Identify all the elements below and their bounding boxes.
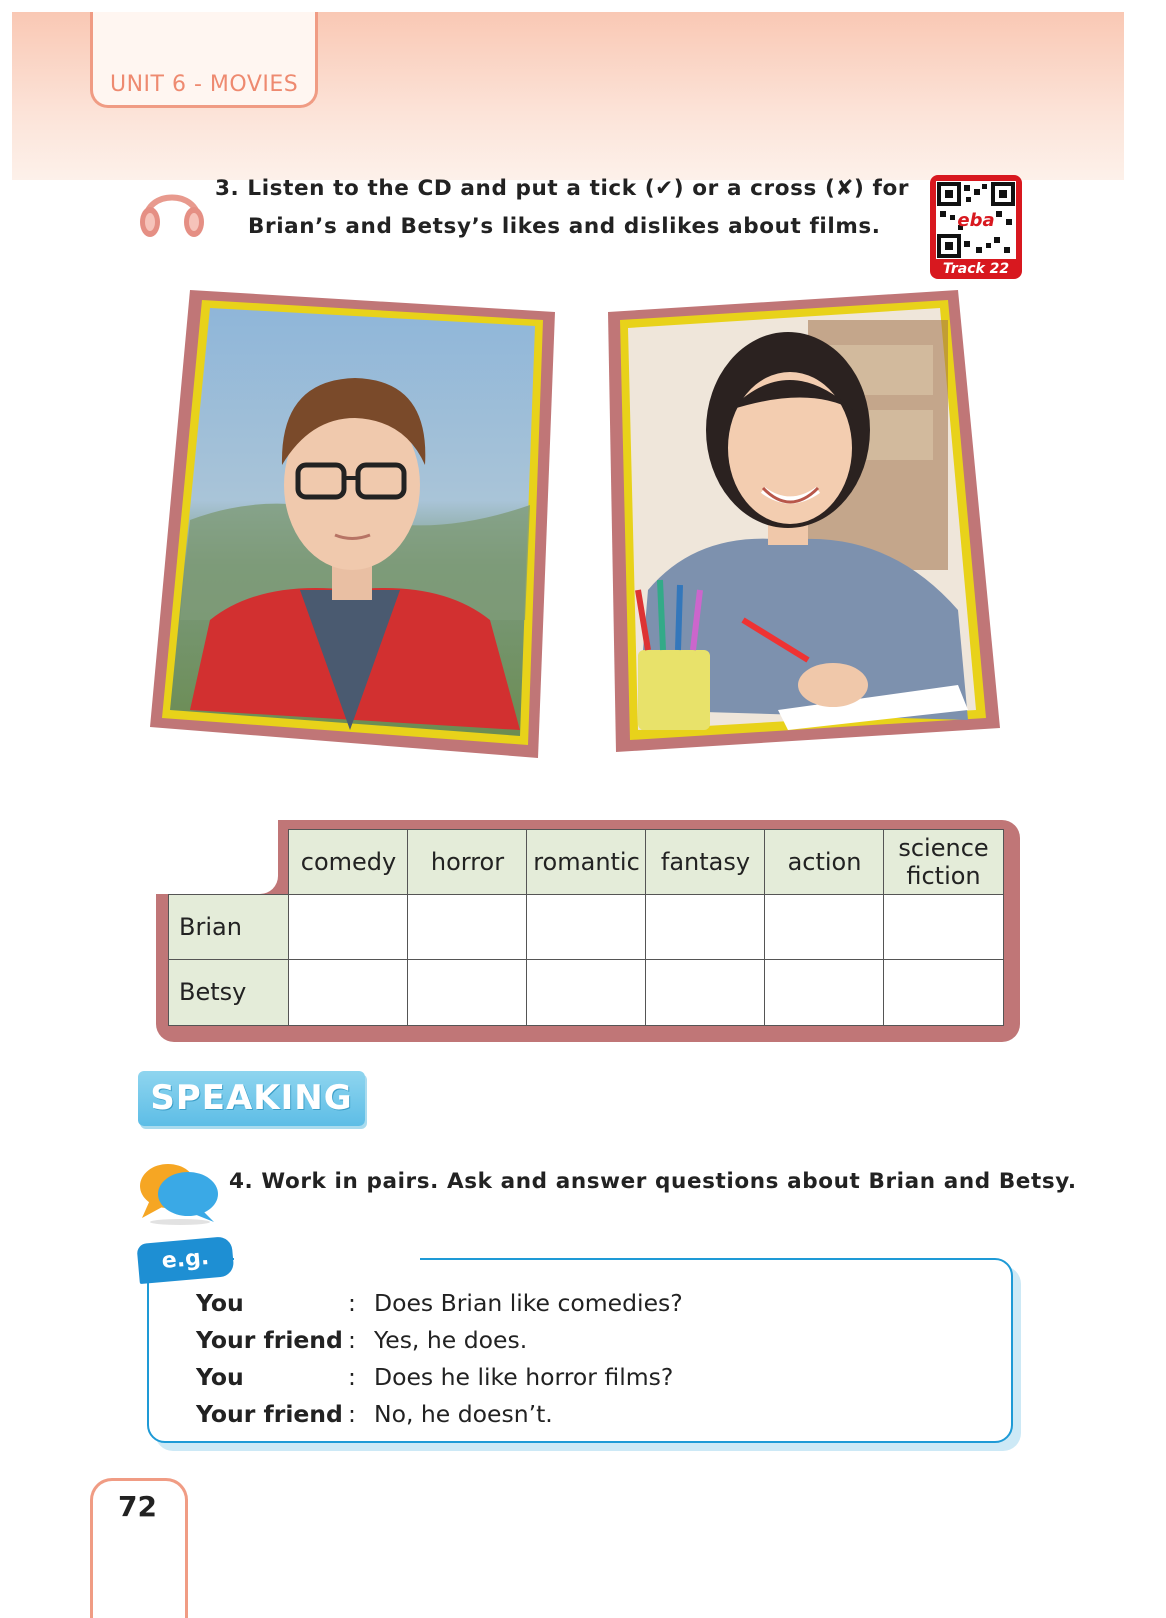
table-header-romantic: romantic xyxy=(526,829,647,896)
speech-bubbles-icon xyxy=(138,1160,222,1230)
table-frame-notch xyxy=(156,820,278,894)
eg-label: e.g. xyxy=(160,1244,211,1275)
answer-cell-betsy-fantasy[interactable] xyxy=(645,959,766,1026)
answer-cell-brian-horror[interactable] xyxy=(407,894,528,961)
answer-cell-brian-comedy[interactable] xyxy=(288,894,409,961)
exercise3-instruction-line1: 3. Listen to the CD and put a tick (✔) or a cross (✘) for xyxy=(215,176,910,201)
answer-cell-betsy-science-fiction[interactable] xyxy=(883,959,1004,1026)
photo-brian xyxy=(150,290,570,774)
exercise3-instruction-line2: Brian’s and Betsy’s likes and dislikes about films. xyxy=(248,214,881,239)
qr-code-track[interactable] xyxy=(930,175,1022,279)
table-header-fantasy: fantasy xyxy=(645,829,766,896)
dialogue-line: Yes, he does. xyxy=(374,1326,528,1354)
dialogue-colon: : xyxy=(348,1326,356,1354)
dialogue-speaker: Your friend xyxy=(196,1400,343,1428)
svg-text:eba: eba xyxy=(957,210,995,231)
dialogue-speaker: You xyxy=(196,1363,244,1391)
answer-cell-betsy-action[interactable] xyxy=(764,959,885,1026)
dialogue-speaker: You xyxy=(196,1289,244,1317)
table-header-science-fiction: science fiction xyxy=(883,829,1004,896)
table-header-comedy: comedy xyxy=(288,829,409,896)
answer-cell-brian-science-fiction[interactable] xyxy=(883,894,1004,961)
track-label: Track 22 xyxy=(942,261,1010,277)
dialogue-line: Does he like horror films? xyxy=(374,1363,674,1391)
table-header-action: action xyxy=(764,829,885,896)
dialogue-colon: : xyxy=(348,1363,356,1391)
table-header-horror: horror xyxy=(407,829,528,896)
answer-cell-brian-fantasy[interactable] xyxy=(645,894,766,961)
page-number: 72 xyxy=(118,1490,157,1523)
eg-tag xyxy=(136,1236,234,1284)
answer-cell-brian-action[interactable] xyxy=(764,894,885,961)
answer-cell-betsy-comedy[interactable] xyxy=(288,959,409,1026)
speaking-title: SPEAKING xyxy=(150,1078,353,1118)
answer-cell-brian-romantic[interactable] xyxy=(526,894,647,961)
example-box-gap xyxy=(234,1250,420,1264)
answer-cell-betsy-horror[interactable] xyxy=(407,959,528,1026)
dialogue-colon: : xyxy=(348,1289,356,1317)
answer-cell-betsy-romantic[interactable] xyxy=(526,959,647,1026)
speaking-banner xyxy=(138,1071,365,1126)
dialogue-colon: : xyxy=(348,1400,356,1428)
photo-betsy xyxy=(608,290,1004,764)
qr-code-icon xyxy=(936,181,1016,259)
dialogue-line: Does Brian like comedies? xyxy=(374,1289,683,1317)
dialogue-line: No, he doesn’t. xyxy=(374,1400,553,1428)
exercise4-instruction: 4. Work in pairs. Ask and answer questions about Brian and Betsy. xyxy=(229,1169,1077,1194)
dialogue-speaker: Your friend xyxy=(196,1326,343,1354)
table-row-label-brian: Brian xyxy=(168,894,290,961)
unit-title: UNIT 6 - MOVIES xyxy=(110,72,299,97)
table-row-label-betsy: Betsy xyxy=(168,959,290,1026)
headphones-icon xyxy=(138,180,206,246)
